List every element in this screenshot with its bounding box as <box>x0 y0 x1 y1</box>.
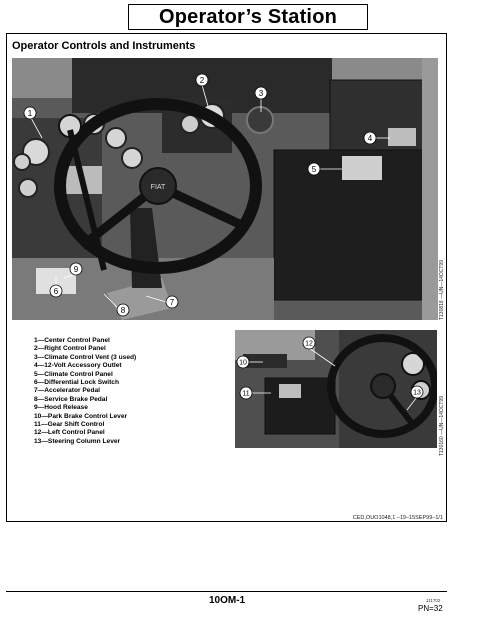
svg-text:13: 13 <box>413 389 421 397</box>
legend-item: 7—Accelerator Pedal <box>34 387 100 395</box>
page-number: 10OM-1 <box>209 595 246 606</box>
legend-item: 3—Climate Control Vent (3 used) <box>34 353 137 361</box>
footer-divider <box>6 591 447 592</box>
legend-item: 13—Steering Column Lever <box>34 437 121 445</box>
photo2-side-code: T130160 —UN—14OCT99 <box>439 396 445 457</box>
legend-item: 11—Gear Shift Control <box>34 421 105 429</box>
legend-item: 5—Climate Control Panel <box>34 370 113 378</box>
page-title-box <box>128 4 368 30</box>
document-reference: CED,OUO1048,1 –19–15SEP99–1/1 <box>352 515 443 521</box>
legend-item: 9—Hood Release <box>34 404 88 412</box>
legend-item: 1—Center Control Panel <box>34 337 110 344</box>
legend-item: 10—Park Brake Control Lever <box>34 412 128 420</box>
svg-text:11: 11 <box>242 390 250 398</box>
steering-hub-logo-text: FIAT <box>150 184 166 191</box>
photo1-side-code: T130818 —UN—14OCT99 <box>439 260 445 321</box>
page-title: Operator’s Station <box>158 5 338 28</box>
svg-text:10: 10 <box>239 359 247 367</box>
svg-text:4: 4 <box>367 134 373 143</box>
section-title: Operator Controls and Instruments <box>12 40 196 52</box>
svg-text:6: 6 <box>53 287 59 296</box>
page-pn: PN=32 <box>418 604 443 613</box>
legend-item: 4—12-Volt Accessory Outlet <box>34 362 122 370</box>
legend-item: 6—Differential Lock Switch <box>34 379 120 387</box>
svg-text:1: 1 <box>27 109 33 118</box>
callout-legend <box>34 337 136 446</box>
svg-text:12: 12 <box>305 340 313 348</box>
operator-cab-photo <box>12 58 438 320</box>
left-control-photo <box>235 330 437 448</box>
svg-text:9: 9 <box>73 265 79 274</box>
svg-text:7: 7 <box>169 298 175 307</box>
legend-item: 8—Service Brake Pedal <box>34 395 108 403</box>
svg-text:8: 8 <box>120 306 126 315</box>
left-control-illustration <box>235 330 437 448</box>
footer-code: 111702 <box>426 598 441 603</box>
operator-cab-illustration <box>12 58 438 320</box>
svg-text:5: 5 <box>311 165 317 174</box>
svg-text:3: 3 <box>258 89 264 98</box>
svg-text:2: 2 <box>199 76 205 85</box>
legend-item: 2—Right Control Panel <box>34 345 106 353</box>
legend-item: 12—Left Control Panel <box>34 429 105 437</box>
